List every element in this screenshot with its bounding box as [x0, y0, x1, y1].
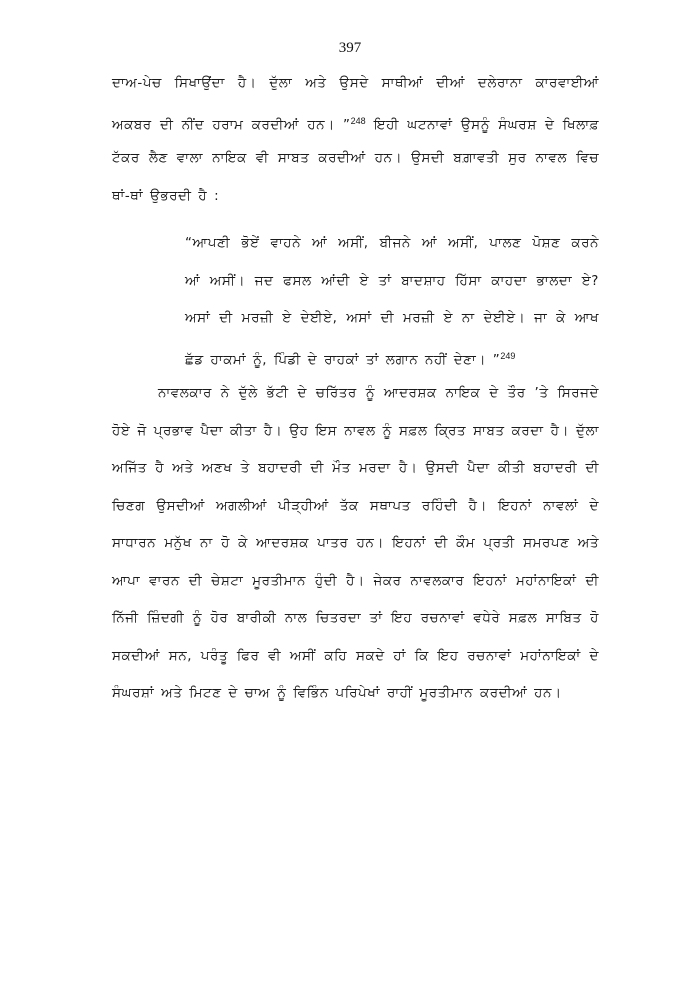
quote-line: “ਆਪਣੀ ਭੋਏਂ ਵਾਹਨੇ ਆਂ ਅਸੀਂ, ਬੀਜਨੇ ਆਂ ਅਸੀਂ, ਪਾਲਣ ਪੋਸ਼ਣ ਕਰਨੇ [185, 236, 599, 251]
text-line: ਨਾਵਲਕਾਰ ਨੇ ਦੁੱਲੇ ਭੱਟੀ ਦੇ ਚਰਿੱਤਰ ਨੂੰ ਆਦਰਸ਼ਕ ਨਾਇਕ ਦੇ ਤੌਰ ’ਤੇ ਸਿਰਜਦੇ [158, 386, 599, 401]
text-line [112, 103, 599, 141]
text-line: ਚਿਣਗ ਉਸਦੀਆਂ ਅਗਲੀਆਂ ਪੀੜ੍ਹੀਆਂ ਤੱਕ ਸਥਾਪਤ ਰਹਿੰਦੀ ਹੈ। ਇਹਨਾਂ ਨਾਵਲਾਂ ਦੇ [112, 498, 599, 514]
quote-line: ਅਸਾਂ ਦੀ ਮਰਜ਼ੀ ਏ ਦੇਈਏ, ਅਸਾਂ ਦੀ ਮਰਜ਼ੀ ਏ ਨਾ ਦੇਈਏ। ਜਾ ਕੇ ਆਖ [185, 311, 599, 326]
footnote-ref-248: 248 [350, 115, 366, 126]
page-number: 397 [338, 40, 362, 56]
quote-line [185, 338, 599, 376]
text-line: ਦਾਅ-ਪੇਚ ਸਿਖਾਉਂਦਾ ਹੈ। ਦੁੱਲਾ ਅਤੇ ਉਸਦੇ ਸਾਥੀਆਂ ਦੀਆਂ ਦਲੇਰਾਨਾ ਕਾਰਵਾਈਆਂ [112, 76, 599, 91]
paragraph-2 [112, 375, 599, 713]
closing-quote: ” [485, 352, 501, 368]
closing-quote: ” [343, 117, 351, 133]
text-line: ਆਪਾ ਵਾਰਨ ਦੀ ਚੇਸ਼ਟਾ ਮੂਰਤੀਮਾਨ ਹੁੰਦੀ ਹੈ। ਜੇਕਰ ਨਾਵਲਕਾਰ ਇਹਨਾਂ ਮਹਾਂਨਾਇਕਾਂ ਦੀ [112, 573, 599, 589]
footnote-ref-249: 249 [500, 350, 516, 361]
text-line: ਟੱਕਰ ਲੈਣ ਵਾਲਾ ਨਾਇਕ ਵੀ ਸਾਬਤ ਕਰਦੀਆਂ ਹਨ। ਉਸਦੀ ਬਗ਼ਾਵਤੀ ਸੁਰ ਨਾਵਲ ਵਿਚ [112, 151, 599, 166]
text-segment: ਇਹੀ ਘਟਨਾਵਾਂ ਉਸਨੂੰ ਸੰਘਰਸ਼ ਦੇ ਖਿਲਾਫ਼ [365, 117, 600, 133]
text-segment: ਅਕਬਰ ਦੀ ਨੀਂਦ ਹਰਾਮ ਕਰਦੀਆਂ ਹਨ। [112, 117, 335, 133]
paragraph-1 [112, 65, 599, 215]
block-quote [185, 225, 599, 375]
text-line: ਥਾਂ-ਥਾਂ ਉਭਰਦੀ ਹੈ : [112, 188, 220, 204]
text-line: ਸਾਧਾਰਨ ਮਨੁੱਖ ਨਾ ਹੋ ਕੇ ਆਦਰਸ਼ਕ ਪਾਤਰ ਹਨ। ਇਹਨਾਂ ਦੀ ਕੌਮ ਪ੍ਰਤੀ ਸਮਰਪਣ ਅਤੇ [112, 536, 599, 551]
text-line: ਨਿੱਜੀ ਜ਼ਿੰਦਗੀ ਨੂੰ ਹੋਰ ਬਾਰੀਕੀ ਨਾਲ ਚਿਤਰਦਾ ਤਾਂ ਇਹ ਰਚਨਾਵਾਂ ਵਧੇਰੇ ਸਫ਼ਲ ਸਾਬਿਤ ਹੋ [112, 611, 599, 626]
text-segment: ਛੱਡ ਹਾਕਮਾਂ ਨੂੰ, ਪਿੰਡੀ ਦੇ ਰਾਹਕਾਂ ਤਾਂ ਲਗਾਨ ਨਹੀਂ ਦੇਣਾ। [185, 352, 486, 368]
text-line: ਸੰਘਰਸ਼ਾਂ ਅਤੇ ਮਿਟਣ ਦੇ ਚਾਅ ਨੂੰ ਵਿਭਿੰਨ ਪਰਿਪੇਖਾਂ ਰਾਹੀਂ ਮੂਰਤੀਮਾਨ ਕਰਦੀਆਂ ਹਨ। [112, 686, 562, 701]
text-line: ਸਕਦੀਆਂ ਸਨ, ਪਰੰਤੂ ਫਿਰ ਵੀ ਅਸੀਂ ਕਹਿ ਸਕਦੇ ਹਾਂ ਕਿ ਇਹ ਰਚਨਾਵਾਂ ਮਹਾਂਨਾਇਕਾਂ ਦੇ [112, 648, 599, 664]
text-line: ਅਜਿੱਤ ਹੈ ਅਤੇ ਅਣਖ ਤੇ ਬਹਾਦਰੀ ਦੀ ਮੌਤ ਮਰਦਾ ਹੈ। ਉਸਦੀ ਪੈਦਾ ਕੀਤੀ ਬਹਾਦਰੀ ਦੀ [112, 461, 599, 476]
text-line: ਹੋਏ ਜੋ ਪ੍ਰਭਾਵ ਪੈਦਾ ਕੀਤਾ ਹੈ। ਉਹ ਇਸ ਨਾਵਲ ਨੂੰ ਸਫ਼ਲ ਕ੍ਰਿਤ ਸਾਬਤ ਕਰਦਾ ਹੈ। ਦੁੱਲਾ [112, 423, 599, 439]
quote-line: ਆਂ ਅਸੀਂ। ਜਦ ਫਸਲ ਆਂਦੀ ਏ ਤਾਂ ਬਾਦਸ਼ਾਹ ਹਿੱਸਾ ਕਾਹਦਾ ਭਾਲਦਾ ਏ? [185, 273, 599, 289]
